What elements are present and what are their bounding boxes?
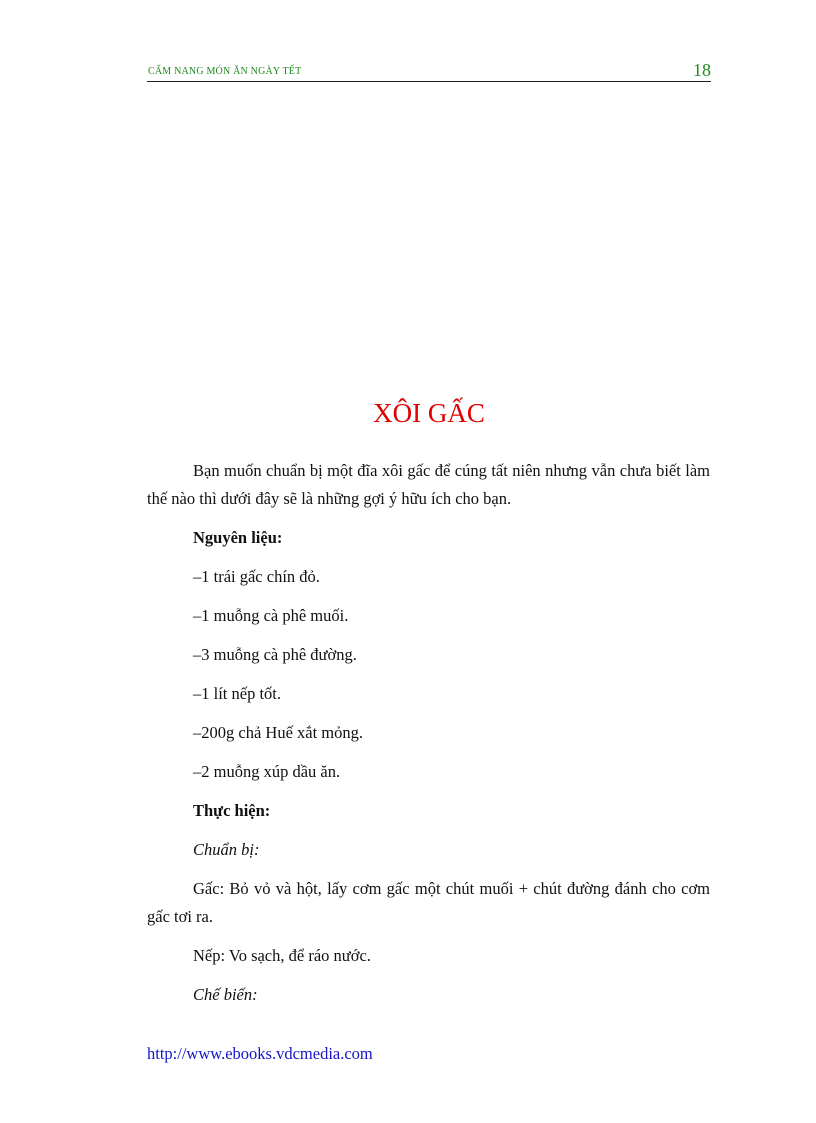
ingredient-item: –200g chả Huế xắt mỏng.: [193, 723, 364, 742]
ingredient-item: –1 trái gấc chín đỏ.: [193, 567, 320, 586]
method-heading: Thực hiện:: [193, 801, 271, 820]
header-divider: [147, 81, 711, 82]
ingredient-item: –3 muỗng cà phê đường.: [193, 645, 357, 664]
header-title: CẨM NANG MÓN ĂN NGÀY TẾT: [148, 66, 302, 77]
cook-subheading: Chế biến:: [193, 985, 258, 1004]
recipe-title: XÔI GẤC: [373, 398, 485, 428]
ingredient-item: –2 muỗng xúp dầu ăn.: [193, 762, 341, 781]
ingredient-item: –1 muỗng cà phê muối.: [193, 606, 349, 625]
page-number: 18: [693, 60, 711, 80]
prep-subheading: Chuẩn bị:: [193, 840, 260, 859]
intro-paragraph: Bạn muốn chuẩn bị một đĩa xôi gấc để cúng tất niên nhưng vẫn chưa biết làm thế nào thì dưới đây sẽ là những gợi ý hữu ích cho bạn.: [147, 461, 710, 508]
footer-link[interactable]: http://www.ebooks.vdcmedia.com: [147, 1044, 373, 1063]
ingredient-item: –1 lít nếp tốt.: [193, 684, 281, 703]
ingredients-heading: Nguyên liệu:: [193, 528, 283, 547]
nep-step: Nếp: Vo sạch, để ráo nước.: [193, 946, 371, 965]
gac-step: Gấc: Bỏ vỏ và hột, lấy cơm gấc một chút muối + chút đường đánh cho cơm gấc tơi ra.: [147, 879, 710, 926]
recipe-body: [147, 457, 710, 1009]
